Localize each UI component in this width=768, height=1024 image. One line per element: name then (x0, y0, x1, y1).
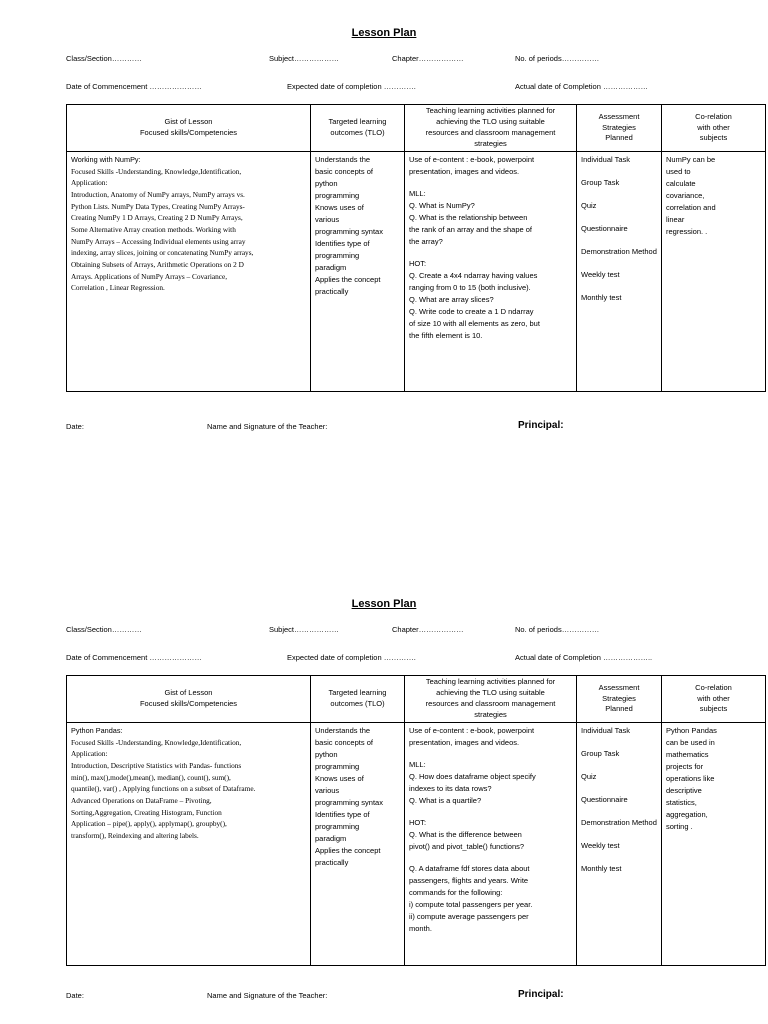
gist-header: Gist of Lesson Focused skills/Competencies (67, 105, 311, 152)
chapter-field: Chapter……………… (392, 625, 464, 634)
assessment-cell (577, 152, 662, 392)
lesson-table (66, 675, 766, 966)
assessment-item: Quiz (581, 772, 597, 781)
commencement-field: Date of Commencement ………………… (66, 653, 202, 662)
assessment-item: Weekly test (581, 270, 620, 279)
page-title: Lesson Plan (351, 27, 417, 39)
tlo-cell: Understands the basic concepts of python programming Knows uses of various programming syntax Identifies type of programming paradigm Applies the concept practically (311, 152, 405, 392)
tlo-cell: Understands the basic concepts of python programming Knows uses of various programming syntax Identifies type of programming paradigm Applies the concept practically (311, 723, 405, 966)
gist-cell: Python Pandas: Focused Skills -Understanding, Knowledge,Identification, Application: Introduction, Descriptive Statistics with Pandas- functions min(), max(),mode(),mean(), median(), count(), sum(), quantile(), var() , Applying functions on a subset of Dataframe. Advanced Operations on DataFrame – Pivoting, Sorting,Aggregation, Creating Histogram, Function Application – pipe(), apply(), applymap(), groupby(), transform(), Reindexing and altering labels. (67, 723, 311, 966)
class-section-field: Class/Section………… (66, 54, 142, 63)
assessment-item: Group Task (581, 178, 620, 187)
assessment-header: Assessment Strategies Planned (577, 676, 662, 723)
assessment-item: Weekly test (581, 841, 620, 850)
assessment-item: Individual Task (581, 726, 631, 735)
corelation-header: Co-relation with other subjects (662, 676, 766, 723)
assessment-item: Questionnaire (581, 224, 628, 233)
tlo-header: Targeted learning outcomes (TLO) (311, 105, 405, 152)
footer-principal: Principal: (518, 420, 564, 431)
footer-date: Date: (66, 991, 84, 1000)
activities-cell: Use of e-content : e-book, powerpoint presentation, images and videos. MLL: Q. What is NumPy? Q. What is the relationship between the rank of an array and the shape of the array? HOT: Q. Create a 4x4 ndarray having values ranging from 0 to 15 (both inclusive). Q. What are array slices? Q. Write code to create a 1 D ndarray of size 10 with all elements as zero, but the fifth element is 10. (405, 152, 577, 392)
class-section-field: Class/Section………… (66, 625, 142, 634)
activities-header: Teaching learning activities planned for achieving the TLO using suitable resources and classroom management strategies (405, 676, 577, 723)
subject-field: Subject……………… (269, 625, 340, 634)
tlo-header: Targeted learning outcomes (TLO) (311, 676, 405, 723)
header-row (67, 676, 766, 723)
expected-completion-field: Expected date of completion …………. (287, 653, 416, 662)
actual-completion-field: Actual date of Completion ……………… (515, 82, 648, 91)
lesson-table (66, 104, 766, 392)
activities-cell: Use of e-content : e-book, powerpoint presentation, images and videos. MLL: Q. How does dataframe object specify indexes to its data rows? Q. What is a quartile? HOT: Q. What is the difference between pivot() and pivot_table() functions? Q. A dataframe fdf stores data about passengers, flights and years. Write commands for the following: i) compute total passengers per year. ii) compute average passengers per month. (405, 723, 577, 966)
assessment-item: Questionnaire (581, 795, 628, 804)
assessment-header: Assessment Strategies Planned (577, 105, 662, 152)
footer-principal: Principal: (518, 989, 564, 1000)
corelation-header: Co-relation with other subjects (662, 105, 766, 152)
periods-field: No. of periods…………… (515, 625, 600, 634)
content-row (67, 723, 766, 966)
assessment-item: Individual Task (581, 155, 631, 164)
corelation-cell: NumPy can be used to calculate covariance, correlation and linear regression. . (662, 152, 766, 392)
subject-field: Subject……………… (269, 54, 340, 63)
commencement-field: Date of Commencement ………………… (66, 82, 202, 91)
assessment-cell (577, 723, 662, 966)
periods-field: No. of periods…………… (515, 54, 600, 63)
footer-teacher-signature: Name and Signature of the Teacher: (207, 422, 328, 431)
actual-completion-field: Actual date of Completion ……………….. (515, 653, 653, 662)
assessment-item: Demonstration Method (581, 818, 657, 827)
gist-header: Gist of Lesson Focused skills/Competencies (67, 676, 311, 723)
content-row (67, 152, 766, 392)
footer-date: Date: (66, 422, 84, 431)
gist-cell: Working with NumPy: Focused Skills -Understanding, Knowledge,Identification, Application: Introduction, Anatomy of NumPy arrays, NumPy arrays vs. Python Lists. NumPy Data Types, Creating NumPy Arrays- Creating NumPy 1 D Arrays, Creating 2 D NumPy Arrays, Some Alternative Array creation methods. Working with NumPy Arrays – Accessing Individual elements using array indexing, array slices, joining or concatenating NumPy arrays, Obtaining Subsets of Arrays, Arithmetic Operations on 2 D Arrays. Applications of NumPy Arrays – Covariance, Correlation , Linear Regression. (67, 152, 311, 392)
footer-teacher-signature: Name and Signature of the Teacher: (207, 991, 328, 1000)
assessment-item: Group Task (581, 749, 620, 758)
chapter-field: Chapter……………… (392, 54, 464, 63)
assessment-item: Monthly test (581, 293, 622, 302)
assessment-item: Quiz (581, 201, 597, 210)
activities-header: Teaching learning activities planned for achieving the TLO using suitable resources and classroom management strategies (405, 105, 577, 152)
assessment-item: Monthly test (581, 864, 622, 873)
header-row (67, 105, 766, 152)
corelation-cell: Python Pandas can be used in mathematics projects for operations like descriptive statistics, aggregation, sorting . (662, 723, 766, 966)
page-title: Lesson Plan (351, 598, 417, 610)
expected-completion-field: Expected date of completion …………. (287, 82, 416, 91)
assessment-item: Demonstration Method (581, 247, 657, 256)
